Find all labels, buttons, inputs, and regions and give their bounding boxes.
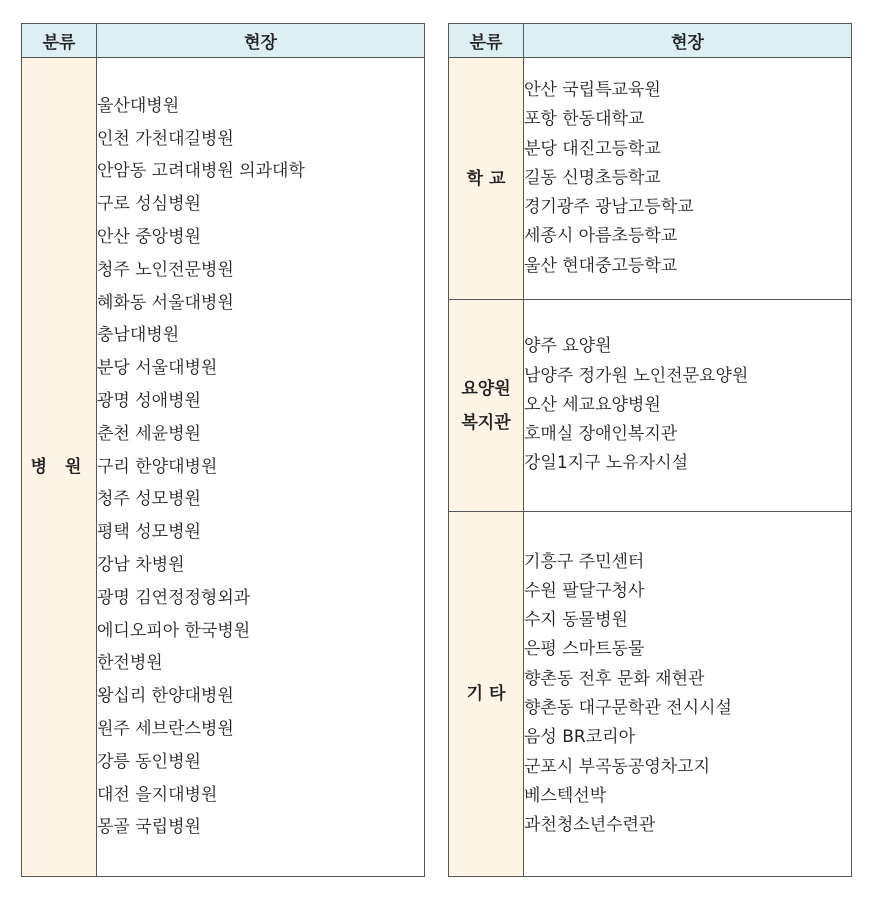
list-item: 한전병원 <box>97 653 163 674</box>
list-item: 포항 한동대학교 <box>524 109 645 130</box>
list-item: 남양주 정가원 노인전문요양원 <box>524 365 749 386</box>
list-item: 강일1지구 노유자시설 <box>524 453 689 474</box>
list-item: 울산 현대중고등학교 <box>524 255 678 276</box>
list-item: 기흥구 주민센터 <box>524 551 645 572</box>
list-item: 강릉 동인병원 <box>97 751 201 772</box>
hospital-table <box>21 23 425 877</box>
category-label: 학 교 <box>466 168 506 189</box>
category-label: 기 타 <box>466 684 506 704</box>
list-item: 구리 한양대병원 <box>97 456 218 477</box>
list-item: 충남대병원 <box>97 325 180 346</box>
list-item: 울산대병원 <box>97 95 180 116</box>
list-item: 에디오피아 한국병원 <box>97 620 251 641</box>
category-etc <box>449 512 524 877</box>
list-item: 수원 팔달구청사 <box>524 580 645 601</box>
list-item: 안암동 고려대병원 의과대학 <box>97 161 305 182</box>
table-row <box>449 58 852 300</box>
site-list <box>524 300 852 512</box>
header-row <box>22 24 425 58</box>
header-row <box>449 24 852 58</box>
list-item: 몽골 국립병원 <box>97 817 201 838</box>
list-item: 평택 성모병원 <box>97 522 201 543</box>
list-item: 강남 차병원 <box>97 554 185 575</box>
list-item: 향촌동 전후 문화 재현관 <box>524 668 705 689</box>
list-item: 광명 김연정정형외과 <box>97 587 251 608</box>
list-item: 오산 세교요양병원 <box>524 394 661 415</box>
list-item: 군포시 부곡동공영차고지 <box>524 756 711 777</box>
table-row <box>22 58 425 877</box>
list-item: 광명 성애병원 <box>97 391 201 411</box>
list-item: 청주 성모병원 <box>97 489 201 510</box>
list-item: 춘천 세윤병원 <box>97 423 201 444</box>
list-item: 수지 동물병원 <box>524 610 628 631</box>
list-item: 호매실 장애인복지관 <box>524 424 678 445</box>
table-row <box>449 512 852 877</box>
list-item: 경기광주 광남고등학교 <box>524 197 694 218</box>
list-item: 분당 대진고등학교 <box>524 138 661 159</box>
list-item: 대전 을지대병원 <box>97 784 218 805</box>
category-label: 요양원 <box>461 378 511 399</box>
list-item: 왕십리 한양대병원 <box>97 686 234 707</box>
site-header: 현장 <box>524 24 852 58</box>
table-row <box>449 300 852 512</box>
list-item: 길동 신명초등학교 <box>524 167 661 188</box>
list-item: 안산 중앙병원 <box>97 227 201 248</box>
list-item: 구로 성심병원 <box>97 194 201 215</box>
site-list <box>524 512 852 877</box>
list-item: 혜화동 서울대병원 <box>97 292 234 313</box>
category-header: 분류 <box>449 24 524 58</box>
site-list <box>524 58 852 300</box>
category-school <box>449 58 524 300</box>
list-item: 은평 스마트동물 <box>524 639 645 660</box>
list-item: 음성 BR코리아 <box>524 727 635 748</box>
list-item: 청주 노인전문병원 <box>97 259 234 280</box>
list-item: 양주 요양원 <box>524 336 612 357</box>
list-item: 원주 세브란스병원 <box>97 718 234 739</box>
list-item: 안산 국립특교육원 <box>524 79 661 100</box>
other-sites-table <box>448 23 852 877</box>
site-header: 현장 <box>97 24 425 58</box>
list-item: 인천 가천대길병원 <box>97 128 234 149</box>
category-label: 복지관 <box>461 412 511 433</box>
list-item: 분당 서울대병원 <box>97 358 218 379</box>
list-item: 과천청소년수련관 <box>524 815 656 836</box>
list-item: 베스텍선박 <box>524 785 607 806</box>
list-item: 향촌동 대구문학관 전시시설 <box>524 698 732 718</box>
site-list <box>97 58 425 877</box>
category-hospital <box>22 58 97 877</box>
category-label: 병 원 <box>30 457 88 477</box>
category-header: 분류 <box>22 24 97 58</box>
category-welfare <box>449 300 524 512</box>
list-item: 세종시 아름초등학교 <box>524 226 678 247</box>
